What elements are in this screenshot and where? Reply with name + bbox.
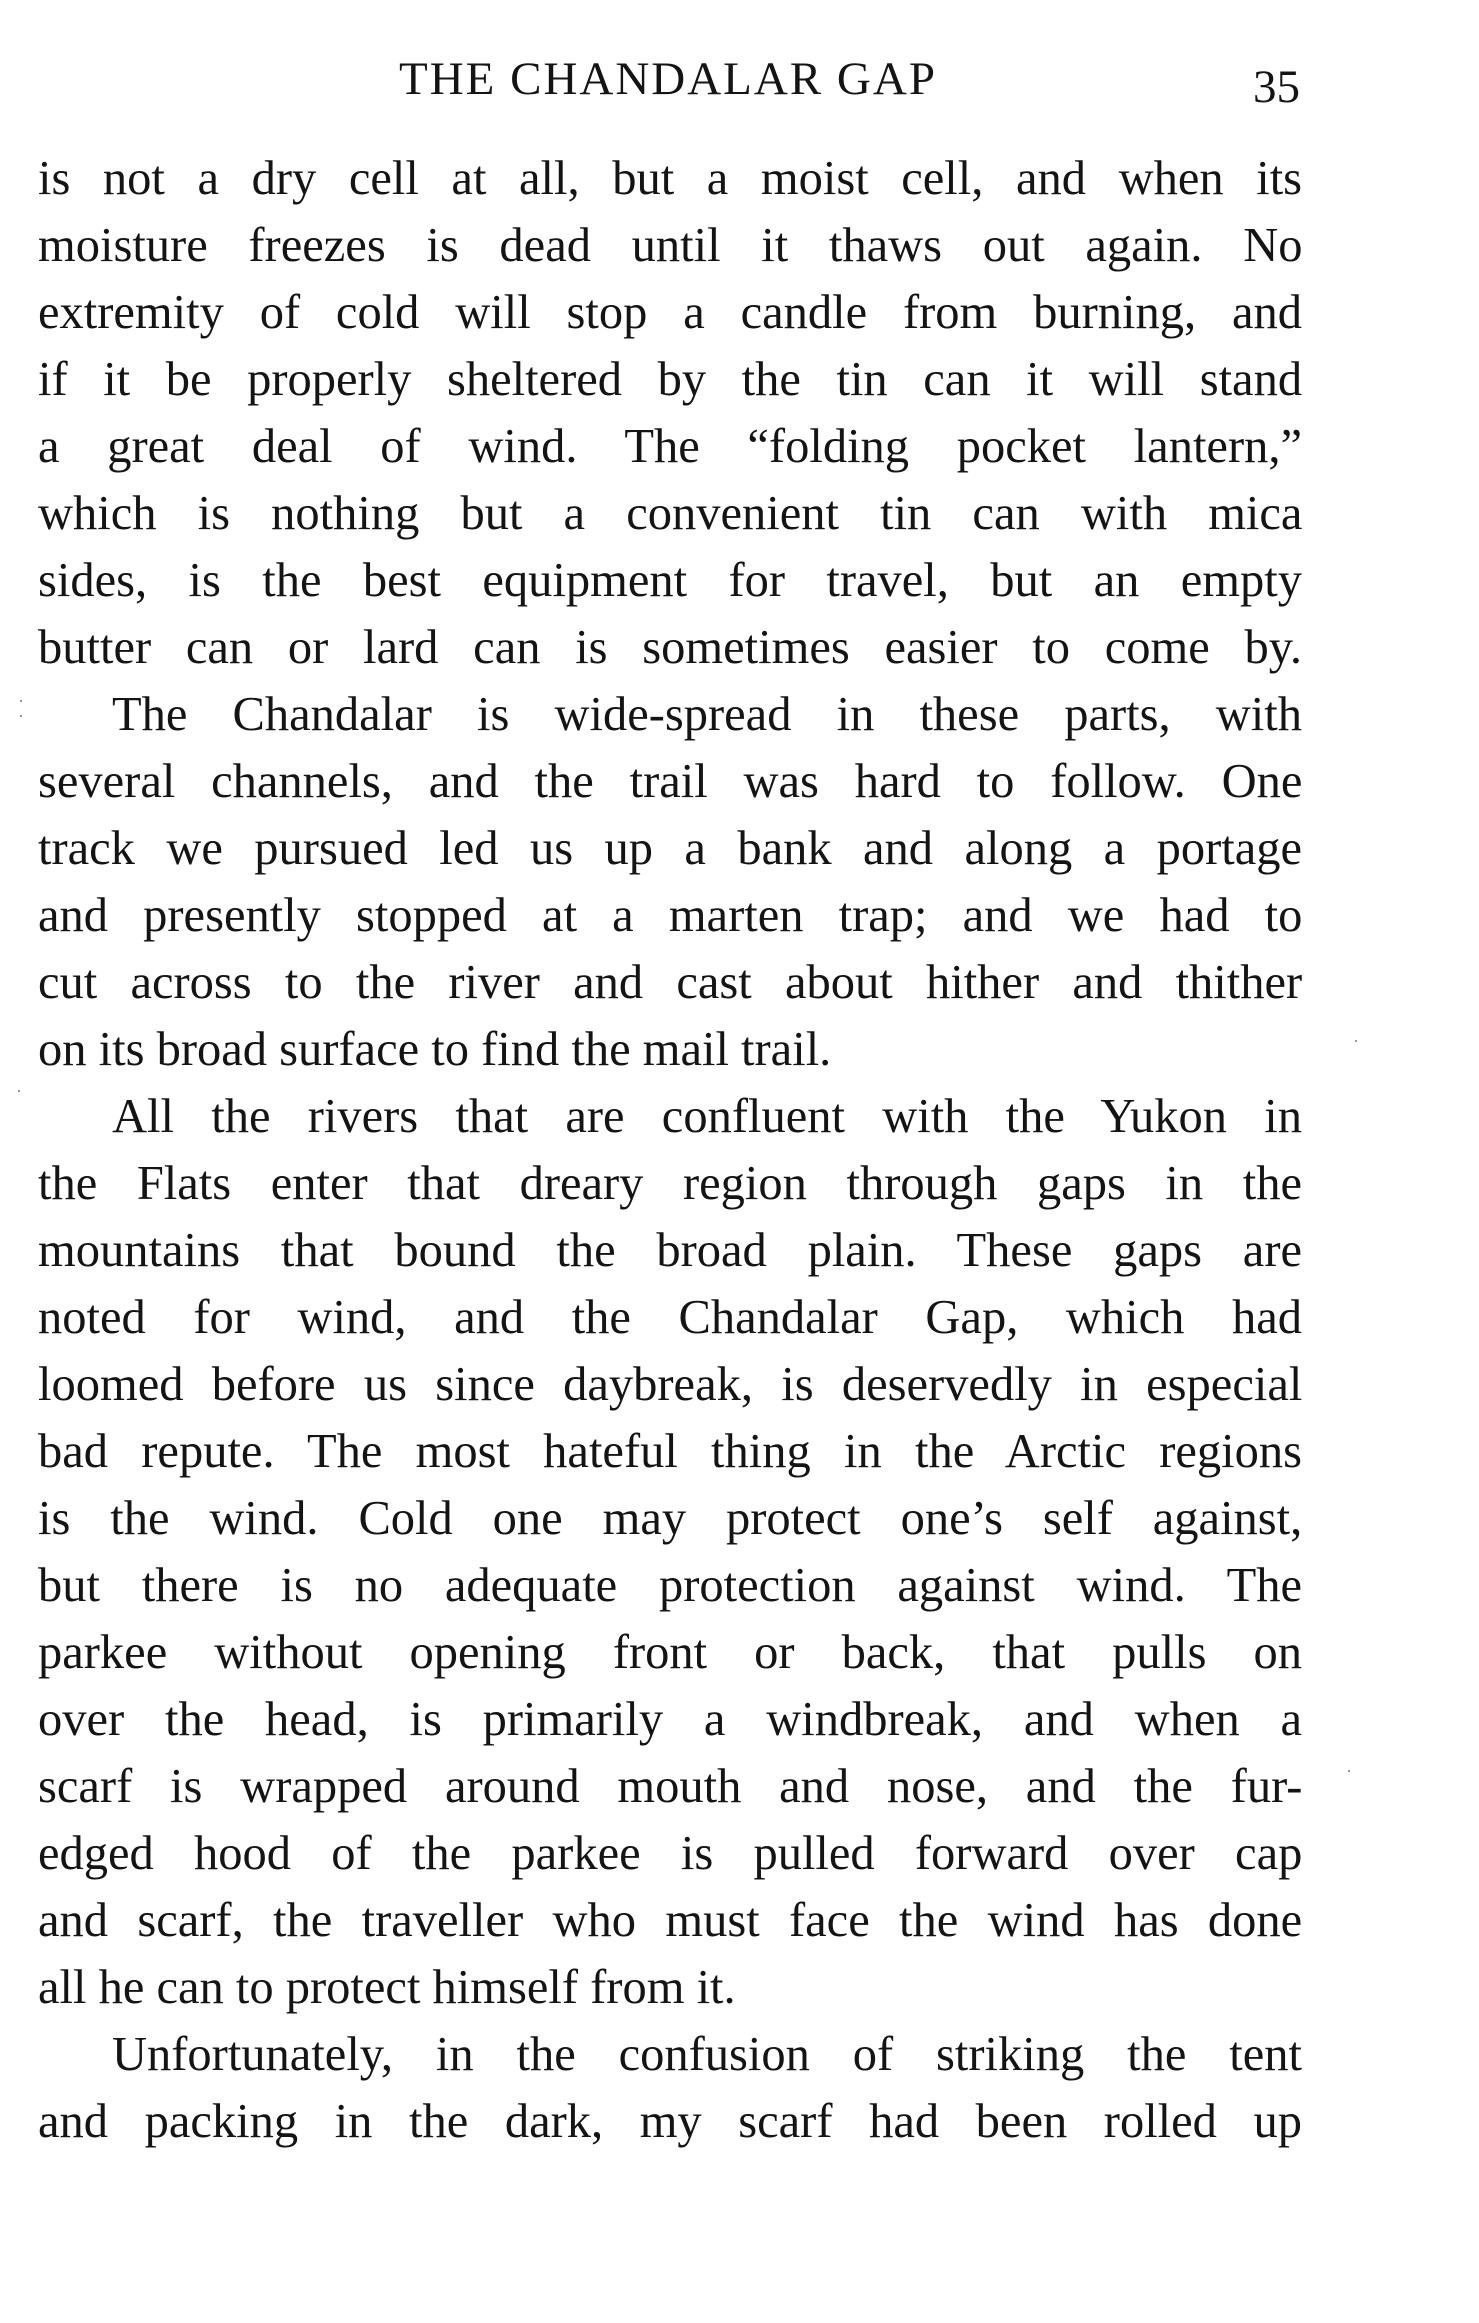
print-speck [20, 715, 22, 717]
print-speck [1348, 1770, 1350, 1772]
text-line: and scarf, the traveller who must face the wind has done [38, 1894, 1303, 1947]
text-line: is the wind. Cold one may protect one’s self against, [38, 1492, 1303, 1545]
text-line: noted for wind, and the Chandalar Gap, which had [38, 1291, 1302, 1344]
paragraph-3 [38, 1083, 1302, 2021]
text-line: sides, is the best equipment for travel, but an empty [38, 554, 1302, 607]
running-title: THE CHANDALAR GAP [399, 53, 937, 105]
text-line: track we pursued led us up a bank and along a portage [38, 822, 1302, 875]
text-line: moisture freezes is dead until it thaws out again. No [38, 219, 1303, 272]
text-line: over the head, is primarily a windbreak, and when a [38, 1693, 1303, 1746]
text-line: Unfortunately, in the confusion of striking the tent [112, 2028, 1302, 2081]
text-line: butter can or lard can is sometimes easier to come by. [38, 621, 1302, 674]
text-line: bad repute. The most hateful thing in the Arctic regions [38, 1425, 1302, 1478]
text-line: several channels, and the trail was hard to follow. One [38, 755, 1303, 808]
text-line: which is nothing but a convenient tin can with mica [38, 487, 1303, 540]
running-head [36, 44, 1300, 114]
paragraph-1 [38, 145, 1302, 681]
text-line: parkee without opening front or back, that pulls on [38, 1626, 1302, 1679]
text-line: is not a dry cell at all, but a moist cell, and when its [38, 152, 1303, 205]
print-speck [20, 700, 22, 702]
text-line: on its broad surface to find the mail trail. [38, 1023, 832, 1076]
paragraph-4 [38, 2021, 1302, 2155]
text-line: the Flats enter that dreary region through gaps in the [38, 1157, 1302, 1210]
text-line: scarf is wrapped around mouth and nose, and the fur- [38, 1760, 1303, 1813]
text-line: cut across to the river and cast about hither and thither [38, 956, 1303, 1009]
text-line: All the rivers that are confluent with the Yukon in [112, 1090, 1302, 1143]
text-line: all he can to protect himself from it. [38, 1961, 736, 2014]
paragraph-2 [38, 681, 1302, 1083]
text-line: if it be properly sheltered by the tin can it will stand [38, 353, 1303, 406]
text-line: and presently stopped at a marten trap; and we had to [38, 889, 1303, 942]
page-number: 35 [1253, 61, 1300, 113]
text-line: loomed before us since daybreak, is deservedly in especial [38, 1358, 1303, 1411]
text-line: extremity of cold will stop a candle from burning, and [38, 286, 1302, 339]
text-line: mountains that bound the broad plain. These gaps are [38, 1224, 1302, 1277]
text-line: edged hood of the parkee is pulled forward over cap [38, 1827, 1303, 1880]
print-speck [18, 1090, 20, 1092]
text-line: a great deal of wind. The “folding pocket lantern,” [38, 420, 1302, 473]
text-line: The Chandalar is wide-spread in these parts, with [112, 688, 1302, 741]
body-text [38, 145, 1302, 2155]
text-line: but there is no adequate protection against wind. The [38, 1559, 1302, 1612]
print-speck [1355, 1040, 1357, 1042]
text-line: and packing in the dark, my scarf had been rolled up [38, 2095, 1302, 2148]
